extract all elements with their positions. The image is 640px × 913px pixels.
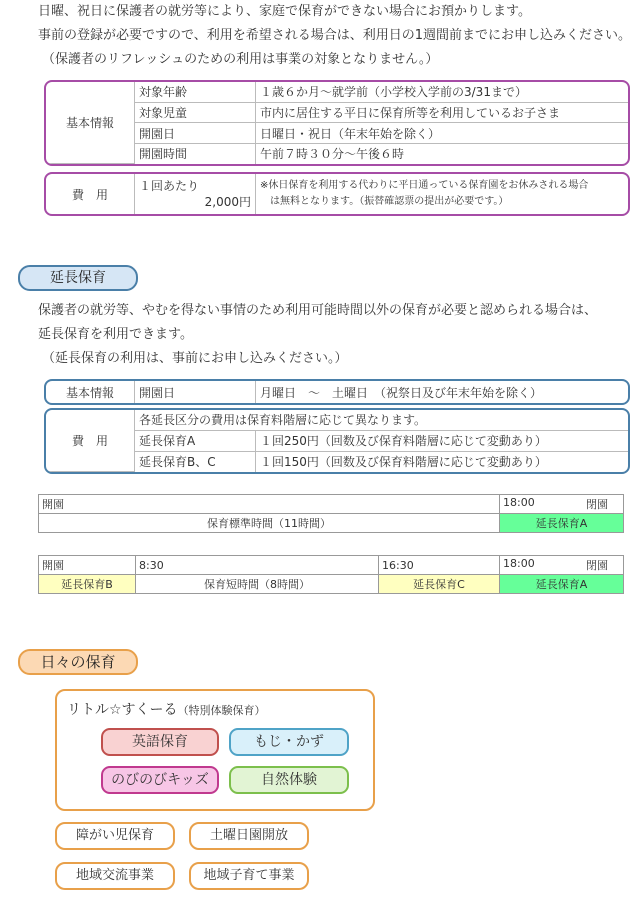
- holiday-row-value: 日曜日・祝日（年末年始を除く）: [256, 123, 629, 144]
- extended-open-label: 開園日: [135, 381, 256, 403]
- extended-fee-row-label: 延長保育A: [135, 430, 256, 451]
- holiday-fee-note-1: ※休日保育を利用する代わりに平日通っている保育園をお休みされる場合: [260, 180, 589, 191]
- extended-basic-info-table: [44, 379, 630, 405]
- holiday-fee-note-2: は無料となります。（振替確認票の提出が必要です。）: [270, 196, 509, 207]
- timeline-standard: [38, 494, 624, 533]
- holiday-row-value: １歳６か月～就学前（小学校入学前の3/31まで）: [256, 82, 629, 102]
- program-letters-numbers[interactable]: もじ・かず: [229, 728, 349, 756]
- timeline-short: [38, 555, 624, 594]
- extended-text-line-2: 延長保育を利用できます。: [38, 327, 193, 342]
- little-school-box: [55, 689, 375, 811]
- holiday-fee-table: [44, 172, 630, 216]
- holiday-text-line-1: 日曜、祝日に保護者の就労等により、家庭で保育ができない場合にお預かりします。: [38, 4, 531, 19]
- holiday-text-line-2: 事前の登録が必要ですので、利用を希望される場合は、利用日の1週間前までにお申し込みください。: [38, 28, 632, 43]
- extended-fee-table: [44, 408, 630, 474]
- timeline2-1800: 18:00: [503, 557, 535, 570]
- holiday-basic-info-label: 基本情報: [46, 82, 135, 164]
- little-school-title: [67, 699, 266, 719]
- tag-community-exchange[interactable]: 地域交流事業: [55, 862, 175, 890]
- program-nature[interactable]: 自然体験: [229, 766, 349, 794]
- extended-open-value: 月曜日 ～ 土曜日 （祝祭日及び年末年始を除く）: [256, 381, 629, 403]
- holiday-row-label: 対象年齢: [135, 82, 256, 102]
- timeline1-extended-a: 延長保育A: [500, 514, 624, 533]
- holiday-row-label: 開園日: [135, 123, 256, 144]
- timeline1-open-label: 開園: [39, 495, 500, 514]
- tag-saturday-open[interactable]: 土曜日園開放: [189, 822, 309, 850]
- timeline2-extended-a: 延長保育A: [500, 575, 624, 594]
- timeline2-short-hours: 保育短時間（8時間）: [136, 575, 379, 594]
- holiday-row-label: 対象児童: [135, 102, 256, 123]
- tag-disabled-childcare[interactable]: 障がい児保育: [55, 822, 175, 850]
- timeline2-extended-b: 延長保育B: [39, 575, 136, 594]
- timeline2-0830: 8:30: [136, 556, 379, 575]
- holiday-text-line-3: （保護者のリフレッシュのための利用は事業の対象となりません。）: [42, 52, 439, 67]
- holiday-fee-amount: 2,000円: [204, 195, 251, 209]
- little-school-name: リトル☆すくーる: [67, 702, 178, 718]
- extended-fee-label: 費 用: [46, 410, 135, 472]
- holiday-row-value: 市内に居住する平日に保育所等を利用しているお子さま: [256, 102, 629, 123]
- timeline1-standard-hours: 保育標準時間（11時間）: [39, 514, 500, 533]
- timeline2-end-cell: [500, 556, 624, 575]
- extended-text-line-3: （延長保育の利用は、事前にお申し込みください。）: [42, 351, 348, 366]
- tag-community-childrearing[interactable]: 地域子育て事業: [189, 862, 309, 890]
- timeline2-close-label: 閉園: [586, 559, 608, 572]
- extended-text-line-1: 保護者の就労等、やむを得ない事情のため利用可能時間以外の保育が必要と認められる場合は、: [38, 303, 598, 318]
- holiday-fee-note: [256, 174, 629, 214]
- holiday-fee-cell: [135, 174, 256, 214]
- holiday-fee-unit: １回あたり: [139, 179, 200, 193]
- holiday-basic-info-table: [44, 80, 630, 166]
- timeline2-1630: 16:30: [379, 556, 500, 575]
- extended-basic-info-label: 基本情報: [46, 381, 135, 403]
- extended-fee-intro: 各延長区分の費用は保育料階層に応じて異なります。: [135, 410, 629, 430]
- program-nobinobi-kids[interactable]: のびのびキッズ: [101, 766, 219, 794]
- extended-fee-row-value: １回250円（回数及び保育料階層に応じて変動あり）: [256, 430, 629, 451]
- program-english[interactable]: 英語保育: [101, 728, 219, 756]
- extended-fee-row-value: １回150円（回数及び保育料階層に応じて変動あり）: [256, 451, 629, 471]
- holiday-row-value: 午前７時３０分～午後６時: [256, 143, 629, 163]
- holiday-row-label: 開園時間: [135, 143, 256, 163]
- little-school-subtitle: （特別体験保育）: [177, 704, 266, 717]
- timeline1-close-label: 閉園: [586, 498, 608, 511]
- timeline2-open-label: 開園: [39, 556, 136, 575]
- timeline1-end-cell: [500, 495, 624, 514]
- holiday-fee-label: 費 用: [46, 174, 135, 214]
- extended-fee-row-label: 延長保育B、C: [135, 451, 256, 471]
- daily-care-heading: 日々の保育: [18, 649, 138, 675]
- timeline2-extended-c: 延長保育C: [379, 575, 500, 594]
- extended-care-heading: 延長保育: [18, 265, 138, 291]
- timeline1-1800: 18:00: [503, 496, 535, 509]
